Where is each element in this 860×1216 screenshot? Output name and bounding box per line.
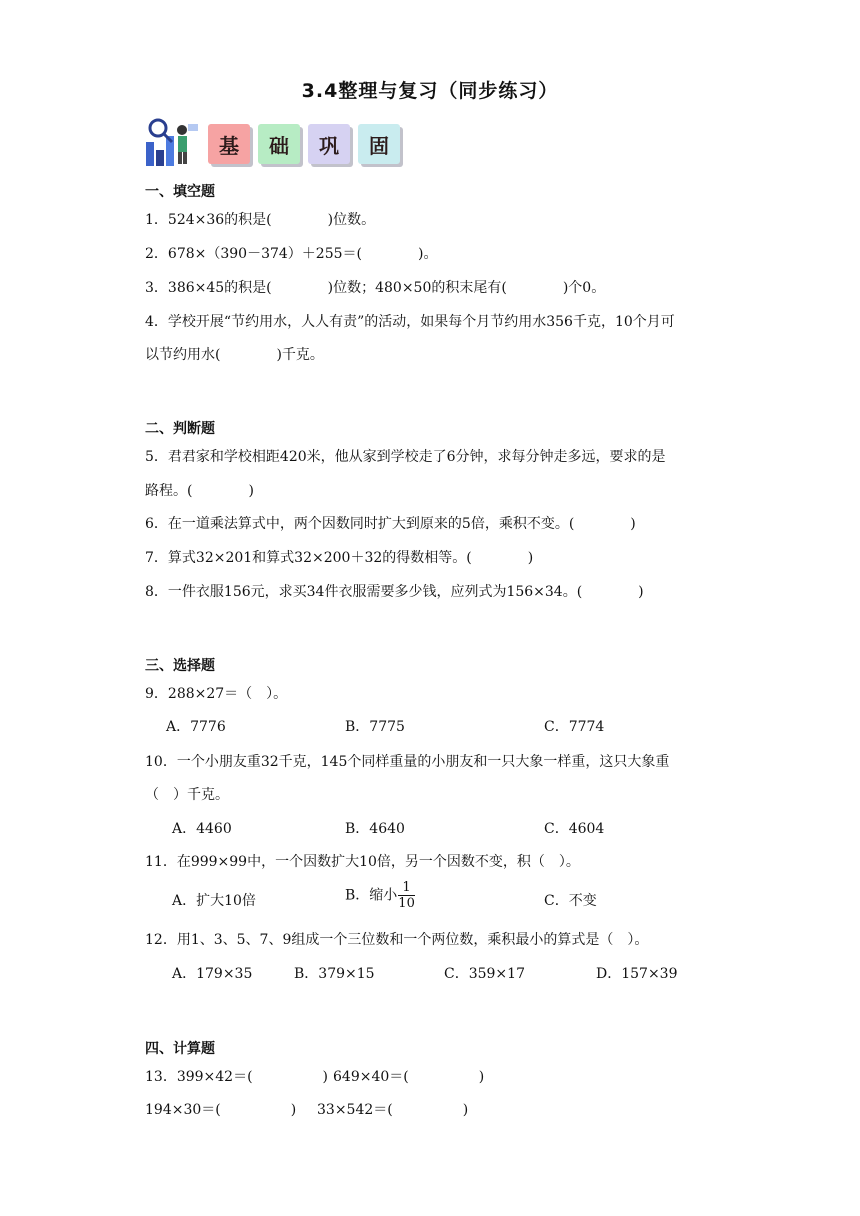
question-4-line-1: 4．学校开展“节约用水，人人有责”的活动，如果每个月节约用水356千克，10个月可 [145, 314, 675, 330]
question-12-option-d: D．157×39 [596, 966, 678, 982]
question-12-option-c: C．359×17 [444, 966, 525, 982]
fraction [398, 880, 415, 911]
question-11: 11．在999×99中，一个因数扩大10倍，另一个因数不变，积（ ）。 [145, 854, 580, 870]
section-heading-calculation: 四、计算题 [145, 1041, 215, 1057]
page-title: 3.4整理与复习（同步练习） [301, 80, 559, 102]
question-10-line-2: （ ）千克。 [145, 787, 229, 803]
question-11-option-a: A．扩大10倍 [172, 893, 256, 909]
question-10-line-1: 10．一个小朋友重32千克，145个同样重量的小朋友和一只大象一样重，这只大象重 [145, 754, 670, 770]
banner-char-3: 巩 [308, 124, 350, 164]
question-13-item-2: 649×40＝( ) [333, 1069, 485, 1085]
option-b-prefix: B．缩小 [345, 887, 398, 904]
question-10-option-c: C．4604 [544, 821, 605, 837]
banner-char-1: 基 [208, 124, 250, 164]
section-heading-fill-blank: 一、填空题 [145, 184, 215, 200]
question-10-option-a: A．4460 [172, 821, 232, 837]
banner-char-2: 础 [258, 124, 300, 164]
question-8: 8．一件衣服156元，求买34件衣服需要多少钱，应列式为156×34。( ) [145, 584, 644, 600]
question-1: 1．524×36的积是( )位数。 [145, 212, 376, 228]
question-5-line-1: 5．君君家和学校相距420米，他从家到学校走了6分钟，求每分钟走多远，要求的是 [145, 449, 666, 465]
question-13-item-1: 13．399×42＝( ) [145, 1069, 329, 1085]
section-banner [144, 116, 404, 168]
question-12-option-a: A．179×35 [172, 966, 253, 982]
section-heading-choice: 三、选择题 [145, 658, 215, 674]
question-9-option-b: B．7775 [345, 719, 405, 735]
chart-illustration-icon [144, 116, 200, 168]
question-3: 3．386×45的积是( )位数；480×50的积末尾有( )个0。 [145, 280, 606, 296]
question-10-option-b: B．4640 [345, 821, 405, 837]
question-11-option-c: C．不变 [544, 893, 597, 909]
question-4-line-2: 以节约用水( )千克。 [145, 347, 324, 363]
question-11-option-b [345, 880, 415, 911]
question-5-line-2: 路程。( ) [145, 483, 254, 499]
fraction-numerator: 1 [398, 880, 415, 896]
question-12-option-b: B．379×15 [294, 966, 375, 982]
question-2: 2．678×（390－374）＋255＝( )。 [145, 246, 438, 262]
question-12: 12．用1、3、5、7、9组成一个三位数和一个两位数，乘积最小的算式是（ ）。 [145, 932, 649, 948]
question-9-option-c: C．7774 [544, 719, 605, 735]
banner-char-4: 固 [358, 124, 400, 164]
question-13-item-3: 194×30＝( ) [145, 1102, 297, 1118]
fraction-denominator: 10 [398, 896, 415, 911]
question-6: 6．在一道乘法算式中，两个因数同时扩大到原来的5倍，乘积不变。( ) [145, 516, 636, 532]
question-9-option-a: A．7776 [166, 719, 226, 735]
question-13-item-4: 33×542＝( ) [317, 1102, 469, 1118]
question-9: 9．288×27＝（ ）。 [145, 686, 288, 702]
question-7: 7．算式32×201和算式32×200＋32的得数相等。( ) [145, 550, 534, 566]
section-heading-judgement: 二、判断题 [145, 421, 215, 437]
